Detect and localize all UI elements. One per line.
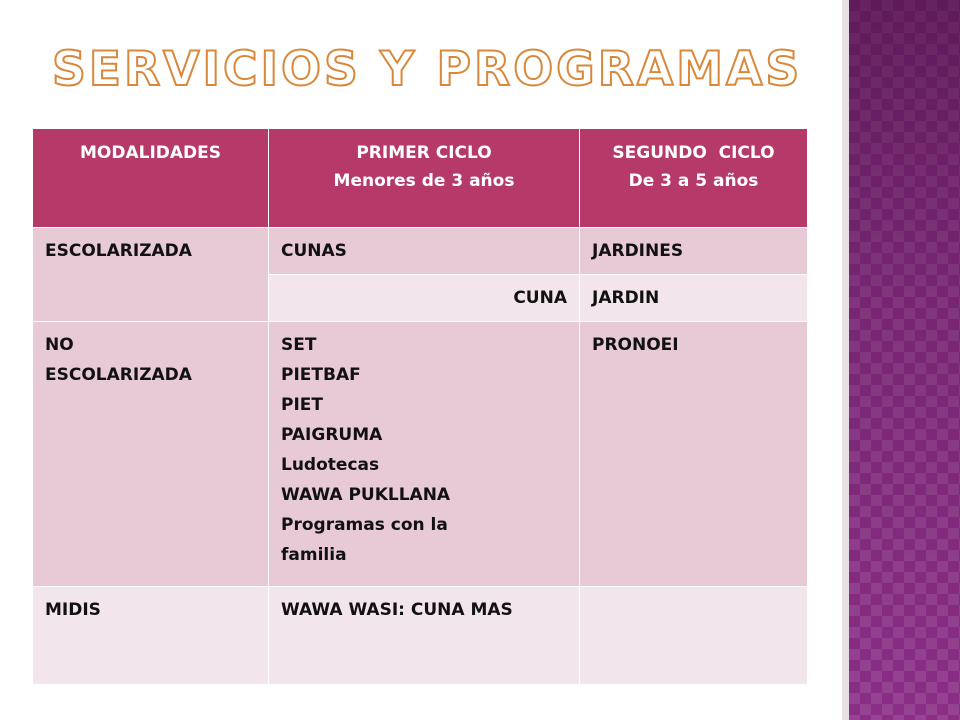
table-header-row [33, 129, 808, 228]
cell-modalidad-escolarizada: ESCOLARIZADA [33, 228, 269, 322]
program-item: WAWA PUKLLANA [281, 485, 451, 505]
table-row-midis [33, 587, 808, 685]
program-item: familia [281, 545, 347, 565]
cell-primer-no-escolarizada [269, 322, 580, 587]
header-primer-ciclo-label: PRIMER CICLO [356, 143, 492, 163]
program-item: PIETBAF [281, 365, 361, 385]
cell-segundo-midis [580, 587, 808, 685]
modalidad-line: NO [45, 335, 74, 355]
header-primer-ciclo-sub: Menores de 3 años [333, 171, 515, 191]
header-segundo-ciclo-label: SEGUNDO CICLO [612, 143, 775, 163]
services-table [32, 128, 808, 685]
cell-primer-midis: WAWA WASI: CUNA MAS [269, 587, 580, 685]
cell-modalidad-midis: MIDIS [33, 587, 269, 685]
header-modalidades-label: MODALIDADES [79, 143, 222, 163]
cell-segundo-no-escolarizada: PRONOEI [580, 322, 808, 587]
cell-primer-escolarizada-sub: CUNA [269, 275, 580, 322]
table-row-no-escolarizada [33, 322, 808, 587]
header-primer-ciclo [269, 129, 580, 228]
program-item: PAIGRUMA [281, 425, 383, 445]
cell-modalidad-no-escolarizada [33, 322, 269, 587]
header-segundo-ciclo [580, 129, 808, 228]
program-item: Programas con la [281, 515, 448, 535]
header-modalidades [33, 129, 269, 228]
slide-title: SERVICIOS Y PROGRAMAS [52, 42, 803, 97]
cell-segundo-escolarizada-sub: JARDIN [580, 275, 808, 322]
header-segundo-ciclo-sub: De 3 a 5 años [628, 171, 759, 191]
cell-primer-escolarizada: CUNAS [269, 228, 580, 275]
table-row-escolarizada [33, 228, 808, 275]
program-item: SET [281, 335, 317, 355]
decorative-side-panel [849, 0, 960, 720]
modalidad-line: ESCOLARIZADA [45, 365, 192, 385]
program-item: PIET [281, 395, 323, 415]
cell-segundo-escolarizada: JARDINES [580, 228, 808, 275]
side-panel-divider [842, 0, 849, 720]
program-item: Ludotecas [281, 455, 380, 475]
